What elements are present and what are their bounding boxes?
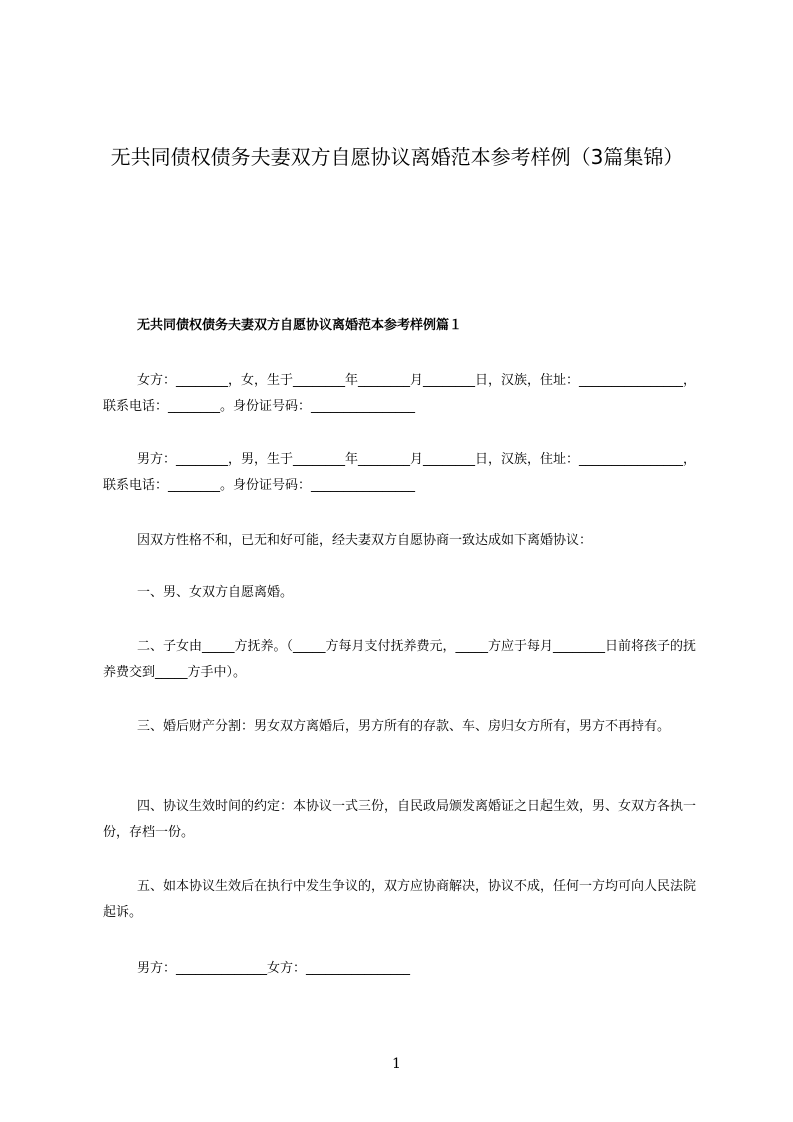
clause-5-paragraph: 五、如本协议生效后在执行中发生争议的，双方应协商解决，协议不成，任何一方均可向人民法院起诉。 — [103, 879, 697, 920]
section-heading: 无共同债权债务夫妻双方自愿协议离婚范本参考样例篇１ — [137, 318, 463, 333]
signature-line: 男方：______________女方：________________ — [137, 961, 411, 976]
page-number: 1 — [392, 1056, 401, 1072]
cause-paragraph: 因双方性格不和，已无和好可能，经夫妻双方自愿协商一致达成如下离婚协议： — [137, 533, 593, 548]
husband-info-paragraph: 男方：________，男，生于________年________月________日，汉族，住址：________________，联系电话：________。身份证号码：________________ — [103, 452, 697, 493]
clause-2-paragraph: 二、子女由_____方抚养。（_____方每月支付抚养费元，_____方应于每月________日前将孩子的抚养费交到_____方手中）。 — [103, 639, 697, 680]
clause-4-paragraph: 四、协议生效时间的约定：本协议一式三份，自民政局颁发离婚证之日起生效，男、女双方各执一份，存档一份。 — [103, 799, 697, 840]
document-title: 无共同债权债务夫妻双方自愿协议离婚范本参考样例（3篇集锦） — [110, 145, 684, 169]
wife-info-paragraph: 女方：________，女，生于________年________月________日，汉族，住址：________________，联系电话：________。身份证号码：________________ — [103, 373, 697, 414]
clause-3-paragraph: 三、婚后财产分割：男女双方离婚后，男方所有的存款、车、房归女方所有，男方不再持有。 — [137, 719, 671, 734]
clause-1-paragraph: 一、男、女双方自愿离婚。 — [137, 585, 294, 600]
